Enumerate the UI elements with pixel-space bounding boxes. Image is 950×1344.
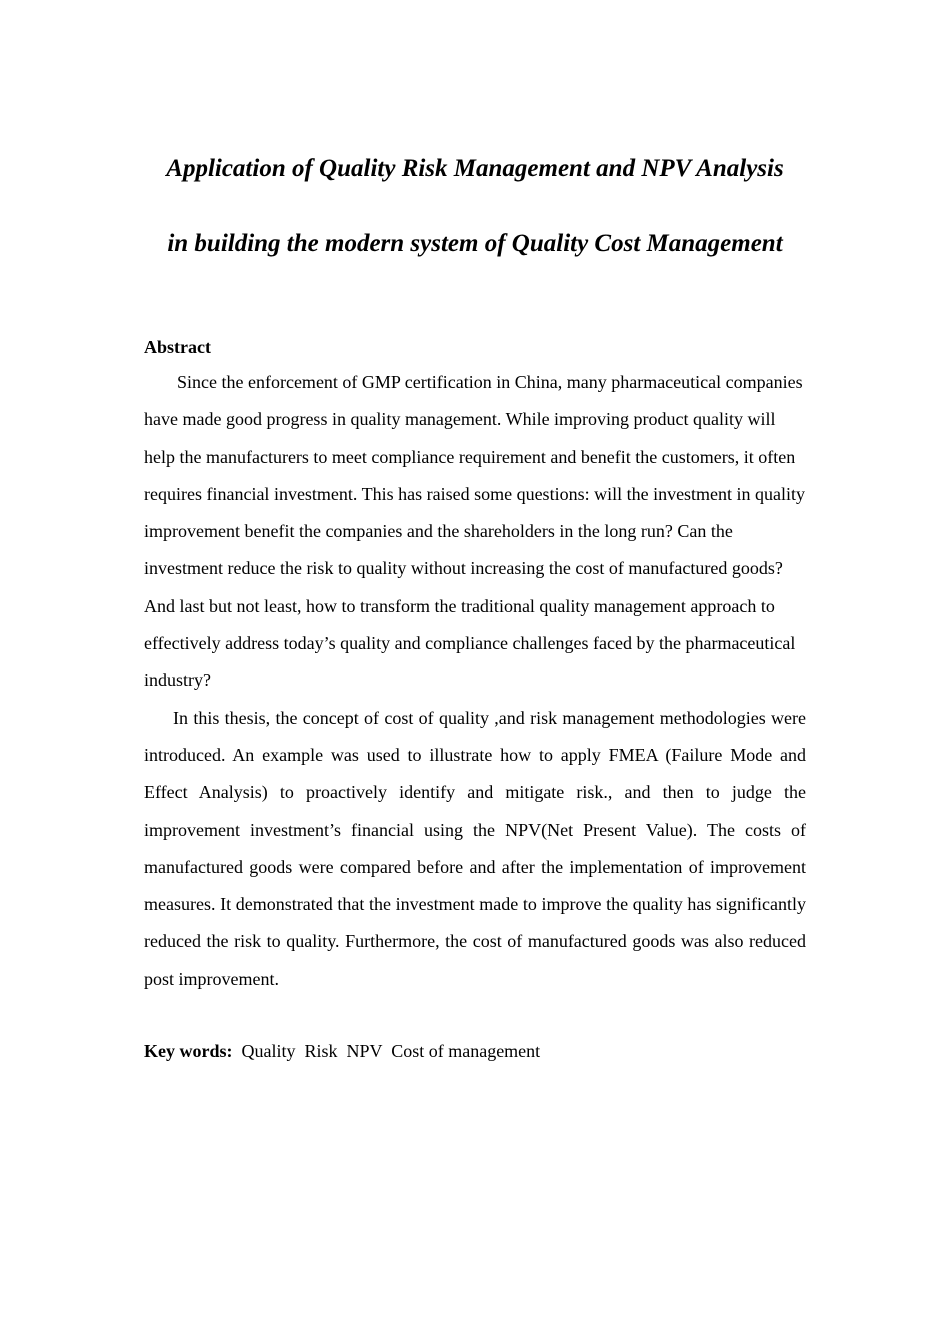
abstract-heading: Abstract xyxy=(144,337,211,357)
keyword-item: Cost of management xyxy=(391,1041,541,1061)
keywords-label: Key words: xyxy=(144,1041,233,1061)
abstract-paragraph-2: In this thesis, the concept of cost of quality ,and risk management methodologies were introduced. An example was used to illustrate how to apply FMEA (Failure Mode and Effect Analysis) to proactively identify and mitigate risk., and then to judge the improvement investment’s financial using the NPV(Net Present Value). The costs of manufactured goods were compared before and after the implementation of improvement measures. It demonstrated that the investment made to improve the quality has significantly reduced the risk to quality. Furthermore, the cost of manufactured goods was also reduced post improvement. xyxy=(144,707,806,989)
title-line-2: in building the modern system of Quality Cost Management xyxy=(167,230,783,257)
abstract-section xyxy=(144,333,806,998)
keyword-item: Risk xyxy=(304,1041,338,1061)
keyword-item: NPV xyxy=(346,1041,383,1061)
keywords-line xyxy=(144,1037,540,1065)
keyword-item: Quality xyxy=(241,1041,296,1061)
title-line-1: Application of Quality Risk Management and NPV Analysis xyxy=(166,155,784,182)
document-title xyxy=(0,131,950,281)
abstract-paragraph-1: Since the enforcement of GMP certification in China, many pharmaceutical companies have made good progress in quality management. While improving product quality will help the manufacturers to meet compliance requirement and benefit the customers, it often requires financial investment. This has raised some questions: will the investment in quality improvement benefit the companies and the shareholders in the long run? Can the investment reduce the risk to quality without increasing the cost of manufactured goods? And last but not least, how to transform the traditional quality management approach to effectively address today’s quality and compliance challenges faced by the pharmaceutical industry? xyxy=(144,372,806,691)
